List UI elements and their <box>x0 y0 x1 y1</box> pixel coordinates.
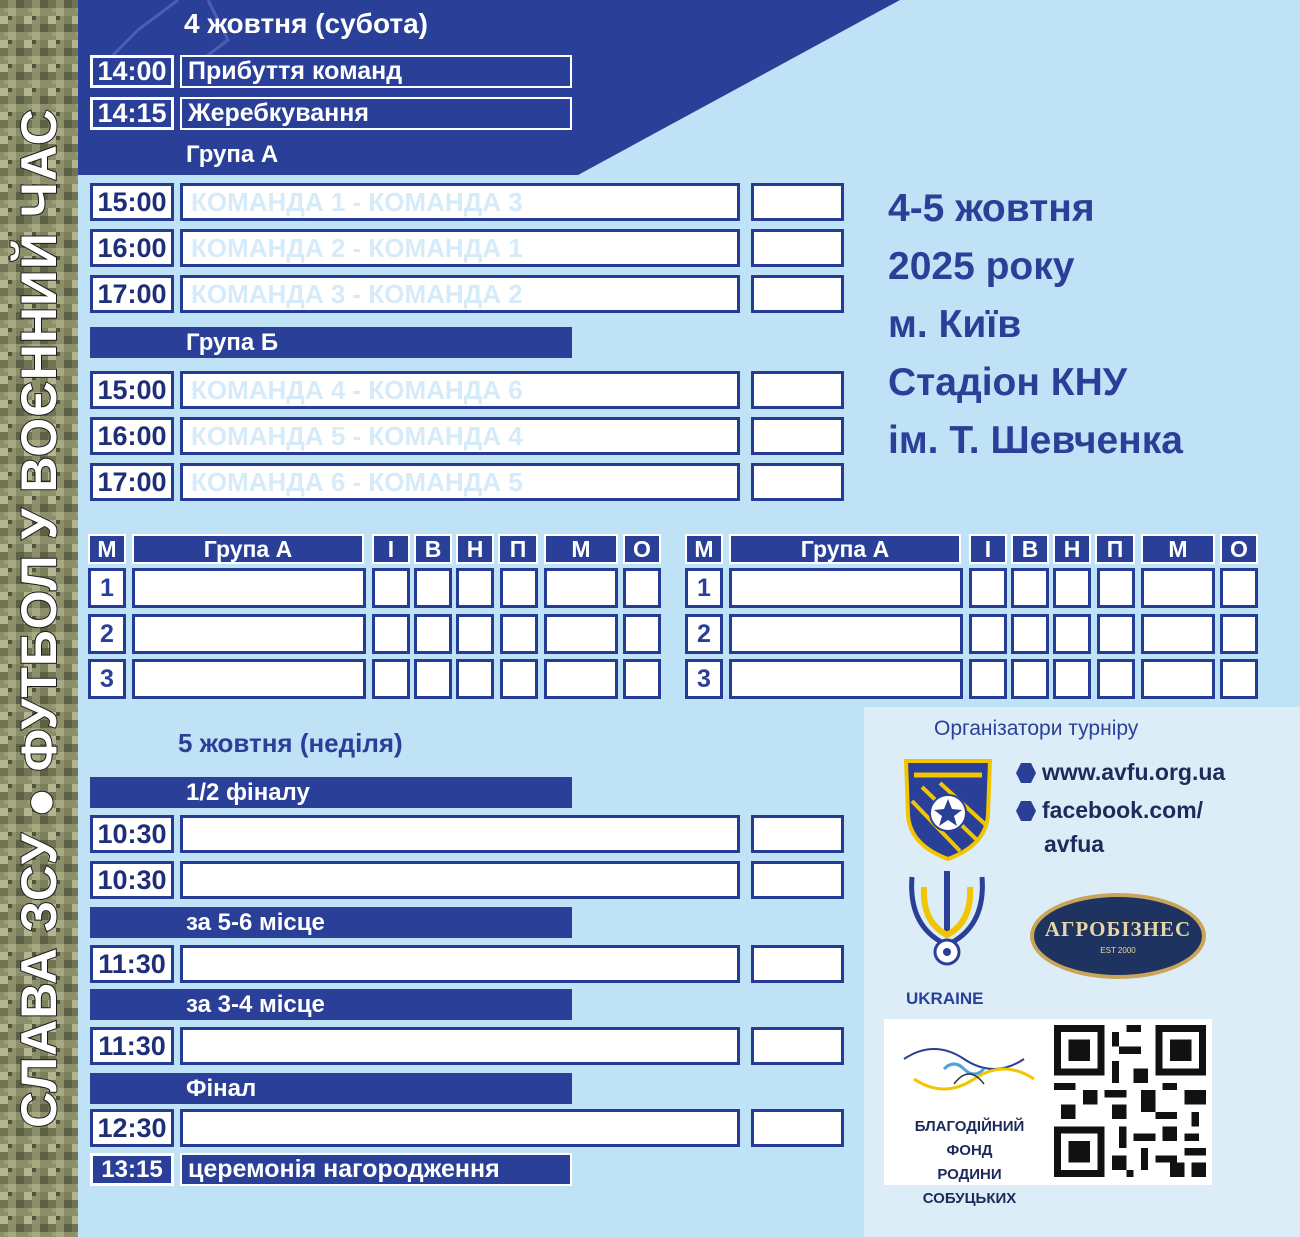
stat-cell <box>1220 568 1258 608</box>
stat-cell <box>456 568 494 608</box>
match-teams <box>180 861 740 899</box>
standings-table-left <box>88 534 663 699</box>
th-group: Група А <box>729 534 961 564</box>
stat-cell <box>1097 614 1135 654</box>
organizers-title: Організатори турніру <box>934 717 1139 740</box>
ceremony-label: церемонія нагородження <box>180 1153 572 1186</box>
tournament-info <box>888 185 1183 475</box>
match-score <box>751 463 844 501</box>
match-score <box>751 945 844 983</box>
time-arrival: 14:00 <box>90 55 174 88</box>
match-teams: КОМАНДА 3 - КОМАНДА 2 <box>180 275 740 313</box>
th-lost: П <box>498 534 538 564</box>
day2-title: 5 жовтня (неділя) <box>178 728 403 758</box>
stat-cell <box>544 568 618 608</box>
th-goals: М <box>1141 534 1215 564</box>
match-time: 16:00 <box>90 229 174 267</box>
side-banner-text: СЛАВА ЗСУ ● ФУТБОЛ У ВОЄННИЙ ЧАС <box>11 108 67 1128</box>
match-time: 16:00 <box>90 417 174 455</box>
stat-cell <box>1011 568 1049 608</box>
info-stadium: Стадіон КНУ <box>888 361 1127 404</box>
match-score <box>751 417 844 455</box>
th-won: В <box>1011 534 1049 564</box>
match-teams: КОМАНДА 1 - КОМАНДА 3 <box>180 183 740 221</box>
stat-cell <box>544 659 618 699</box>
day1-title: 4 жовтня (субота) <box>184 8 428 39</box>
team-cell <box>729 568 963 608</box>
match-time: 15:00 <box>90 183 174 221</box>
fund-name <box>892 1115 1047 1211</box>
fund-box <box>884 1019 1212 1207</box>
ukraine-label: UKRAINE <box>906 989 984 1008</box>
info-city: м. Київ <box>888 303 1022 346</box>
match-score <box>751 371 844 409</box>
stat-cell <box>1053 568 1091 608</box>
label-arrival: Прибуття команд <box>180 55 572 88</box>
stat-cell <box>372 659 410 699</box>
info-stadium-name: ім. Т. Шевченка <box>888 419 1183 462</box>
avfu-logo <box>900 753 996 861</box>
match-time: 12:30 <box>90 1109 174 1147</box>
th-lost: П <box>1095 534 1135 564</box>
stat-cell <box>969 614 1007 654</box>
match-time: 11:30 <box>90 1027 174 1065</box>
stat-cell <box>1011 659 1049 699</box>
time-draw: 14:15 <box>90 97 174 130</box>
stat-cell <box>500 614 538 654</box>
qr-code[interactable] <box>1054 1025 1206 1177</box>
camo-side-strip <box>0 0 78 1237</box>
stat-cell <box>969 659 1007 699</box>
stat-cell <box>456 659 494 699</box>
match-teams: КОМАНДА 5 - КОМАНДА 4 <box>180 417 740 455</box>
row-num: 1 <box>685 568 723 608</box>
match-score <box>751 861 844 899</box>
th-played: І <box>969 534 1007 564</box>
stat-cell <box>1220 614 1258 654</box>
agrobusiness-name: АГРОБІЗНЕС <box>1044 917 1192 941</box>
stat-cell <box>500 659 538 699</box>
row-num: 3 <box>685 659 723 699</box>
th-draw: Н <box>456 534 494 564</box>
team-cell <box>132 659 366 699</box>
stat-cell <box>1141 568 1215 608</box>
stat-cell <box>1011 614 1049 654</box>
stat-cell <box>414 614 452 654</box>
row-num: 3 <box>88 659 126 699</box>
fund-line2: РОДИНИ СОБУЦЬКИХ <box>922 1166 1017 1207</box>
info-year: 2025 року <box>888 245 1075 288</box>
match-teams <box>180 815 740 853</box>
row-num: 2 <box>685 614 723 654</box>
facebook-link-suffix[interactable]: avfua <box>1044 831 1105 857</box>
stat-cell <box>544 614 618 654</box>
third-place-bar: за 3-4 місце <box>90 989 572 1020</box>
team-cell <box>729 659 963 699</box>
th-played: І <box>372 534 410 564</box>
agrobusiness-logo <box>1030 893 1206 979</box>
stat-cell <box>623 568 661 608</box>
info-dates: 4-5 жовтня <box>888 187 1095 230</box>
standings-table-right <box>685 534 1260 699</box>
th-place: М <box>685 534 723 564</box>
row-num: 2 <box>88 614 126 654</box>
match-time: 10:30 <box>90 861 174 899</box>
stat-cell <box>414 659 452 699</box>
match-teams: КОМАНДА 2 - КОМАНДА 1 <box>180 229 740 267</box>
ceremony-time: 13:15 <box>90 1153 174 1186</box>
th-place: М <box>88 534 126 564</box>
hexagon-icon <box>1016 763 1036 783</box>
match-teams <box>180 1027 740 1065</box>
agrobusiness-est: EST 2000 <box>1100 946 1136 955</box>
match-score <box>751 183 844 221</box>
match-teams <box>180 945 740 983</box>
stat-cell <box>1220 659 1258 699</box>
stat-cell <box>1141 614 1215 654</box>
stat-cell <box>1097 568 1135 608</box>
label-draw: Жеребкування <box>180 97 572 130</box>
stat-cell <box>372 568 410 608</box>
hands-drawing <box>894 1029 1044 1109</box>
final-bar: Фінал <box>90 1073 572 1104</box>
hexagon-icon <box>1016 801 1036 821</box>
stat-cell <box>969 568 1007 608</box>
match-time: 10:30 <box>90 815 174 853</box>
stat-cell <box>372 614 410 654</box>
uaf-logo <box>902 867 992 979</box>
match-score <box>751 1109 844 1147</box>
match-time: 15:00 <box>90 371 174 409</box>
team-cell <box>132 614 366 654</box>
th-points: О <box>1220 534 1258 564</box>
fund-line1: БЛАГОДІЙНИЙ ФОНД <box>914 1118 1025 1159</box>
th-goals: М <box>544 534 618 564</box>
team-cell <box>729 614 963 654</box>
stat-cell <box>1141 659 1215 699</box>
group-b-bar: Група Б <box>90 327 572 358</box>
th-draw: Н <box>1053 534 1091 564</box>
team-cell <box>132 568 366 608</box>
match-score <box>751 275 844 313</box>
stat-cell <box>1053 659 1091 699</box>
match-score <box>751 229 844 267</box>
match-score <box>751 1027 844 1065</box>
match-teams: КОМАНДА 6 - КОМАНДА 5 <box>180 463 740 501</box>
match-score <box>751 815 844 853</box>
match-teams <box>180 1109 740 1147</box>
match-teams: КОМАНДА 4 - КОМАНДА 6 <box>180 371 740 409</box>
match-time: 17:00 <box>90 275 174 313</box>
stat-cell <box>456 614 494 654</box>
th-group: Група А <box>132 534 364 564</box>
semi-final-bar: 1/2 фіналу <box>90 777 572 808</box>
fifth-place-bar: за 5-6 місце <box>90 907 572 938</box>
stat-cell <box>623 614 661 654</box>
match-time: 11:30 <box>90 945 174 983</box>
facebook-link[interactable]: facebook.com/ <box>1042 797 1204 823</box>
th-won: В <box>414 534 452 564</box>
th-points: О <box>623 534 661 564</box>
group-a-bar: Група А <box>90 139 572 170</box>
stat-cell <box>1097 659 1135 699</box>
website-link[interactable]: www.avfu.org.ua <box>1042 759 1226 785</box>
stat-cell <box>500 568 538 608</box>
stat-cell <box>1053 614 1091 654</box>
row-num: 1 <box>88 568 126 608</box>
organizers-panel <box>864 707 1300 1237</box>
stat-cell <box>623 659 661 699</box>
stat-cell <box>414 568 452 608</box>
match-time: 17:00 <box>90 463 174 501</box>
